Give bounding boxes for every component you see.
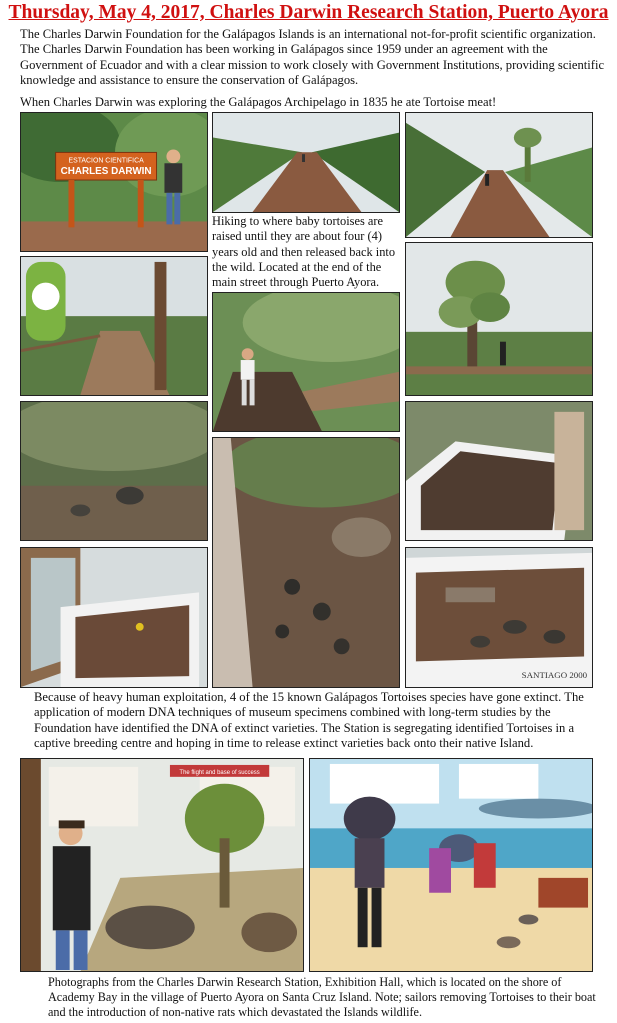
photo-tortoise-undergrowth xyxy=(20,401,208,541)
hike-description: Hiking to where baby tortoises are raised until they are about four (4) years old and then released back into the wild. Located at the end of the main street through Puerto Ayora. xyxy=(212,214,396,290)
station-sign-line1: ESTACION CIENTIFICA xyxy=(68,157,144,165)
photo-sailors-mural xyxy=(309,758,593,972)
extinction-paragraph: Because of heavy human exploitation, 4 of the 15 known Galápagos Tortoises species have gone extinct. The application of modern DNA techniques of museum specimens combined with long-term studies by the Foundation have identified the DNA of extinct varieties. The Station is segregating identified Tortoises in a captive breeding centre and hoping in time to release extinct varieties back onto their native Island. xyxy=(34,690,584,751)
page-title: Thursday, May 4, 2017, Charles Darwin Research Station, Puerto Ayora xyxy=(8,2,609,23)
intro-paragraph: The Charles Darwin Foundation for the Galápagos Islands is an international not-for-profit scientific organization. The Charles Darwin Foundation has been working in Galápagos since 1959 under an agreement with the Government of Ecuador and with a clear mission to work closely with Government Institutions, providing scientific knowledge and assistance to ensure the conservation of Galápagos. xyxy=(20,27,605,88)
exhibition-caption: Photographs from the Charles Darwin Research Station, Exhibition Hall, which is located on the shore of Academy Bay in the village of Puerto Ayora on Santa Cruz Island. Note; sailors removing Tortoises to their boat and the introduction of non-native rats which devastated the Islands wildlife. xyxy=(48,975,596,1020)
pen-label: SANTIAGO 2000 xyxy=(521,670,588,681)
photo-santiago-pen xyxy=(405,547,593,688)
photo-trail-1 xyxy=(212,112,400,213)
photo-giant-cactus xyxy=(405,242,593,396)
photo-breeding-pen xyxy=(405,401,593,541)
photo-enclosure-window xyxy=(20,547,208,688)
photo-exhibit-mural xyxy=(20,758,304,972)
exhibit-heading: The flight and base of success xyxy=(179,769,260,776)
photo-boardwalk-sign xyxy=(20,256,208,396)
photo-station-sign xyxy=(20,112,208,252)
station-sign-line2: CHARLES DARWIN xyxy=(60,166,152,178)
photo-walker xyxy=(212,292,400,432)
darwin-note: When Charles Darwin was exploring the Galápagos Archipelago in 1835 he ate Tortoise meat! xyxy=(20,95,497,109)
photo-trail-cactus xyxy=(405,112,593,238)
photo-tortoise-pen-rocks xyxy=(212,437,400,688)
